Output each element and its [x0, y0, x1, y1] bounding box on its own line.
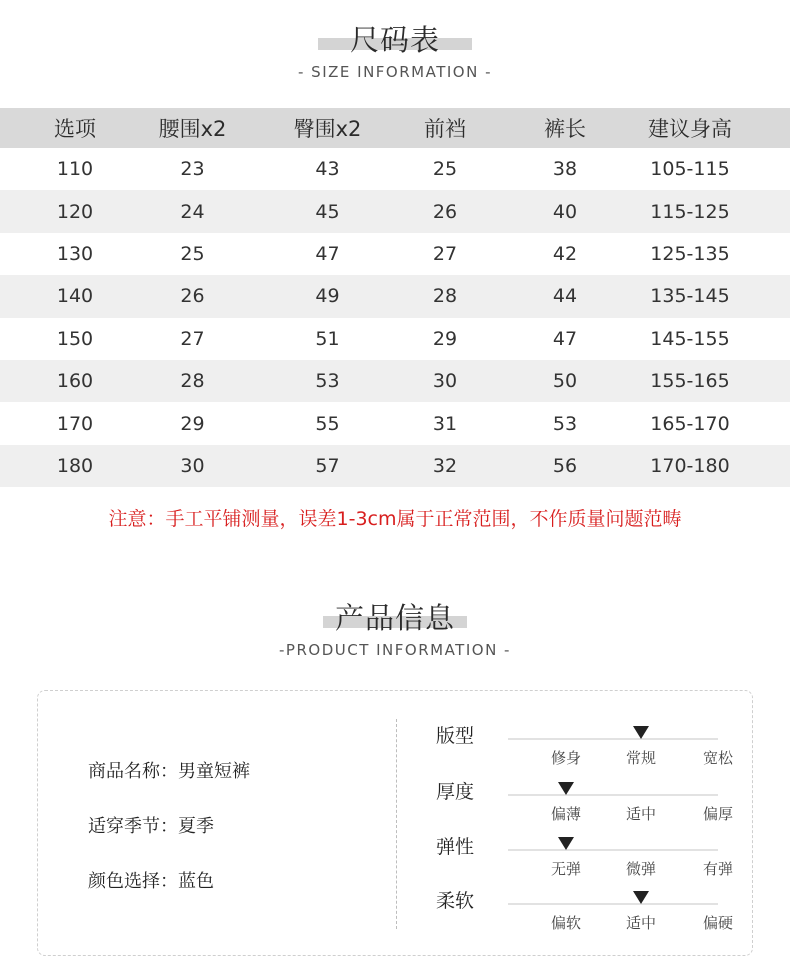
table-cell: 170-180: [650, 454, 730, 477]
table-cell: 130: [56, 242, 94, 265]
table-cell: 32: [432, 454, 458, 477]
table-cell: 45: [315, 200, 340, 223]
table-cell: 43: [315, 158, 340, 181]
scale-pointer-icon: [633, 726, 649, 739]
table-row: [0, 190, 790, 232]
table-cell: 27: [180, 327, 205, 350]
table-cell: 115-125: [650, 200, 730, 223]
table-row: [0, 402, 790, 444]
table-cell: 31: [432, 412, 458, 435]
table-cell: 160: [56, 370, 94, 393]
table-cell: 53: [315, 370, 340, 393]
size-table: [0, 108, 790, 487]
table-cell: 24: [180, 200, 205, 223]
table-row: [0, 445, 790, 487]
scale-option: 无弹: [550, 860, 581, 878]
scale-option: 宽松: [702, 749, 733, 767]
scale-pointer-icon: [558, 782, 574, 795]
table-cell: 25: [180, 242, 205, 265]
product-name: 商品名称：男童短裤: [88, 761, 250, 782]
table-cell: 42: [552, 242, 578, 265]
table-cell: 23: [180, 158, 205, 181]
product-section-header: [0, 596, 790, 659]
table-cell: 30: [180, 454, 205, 477]
size-section-subtitle: - SIZE INFORMATION -: [298, 63, 492, 81]
attribute-scale: [436, 777, 736, 827]
scale-option: 偏硬: [702, 914, 733, 932]
table-cell: 29: [180, 412, 205, 435]
size-section-title: 尺码表: [349, 23, 440, 57]
scale-option: 偏厚: [702, 805, 733, 823]
table-cell: 105-115: [650, 158, 730, 181]
table-cell: 30: [432, 370, 458, 393]
scale-option: 适中: [625, 914, 656, 932]
table-cell: 47: [552, 327, 578, 350]
scale-option: 偏薄: [550, 805, 581, 823]
table-cell: 140: [56, 285, 94, 308]
scale-line: [508, 849, 718, 851]
table-cell: 26: [180, 285, 205, 308]
table-cell: 29: [432, 327, 458, 350]
measurement-note: 注意：手工平铺测量，误差1-3cm属于正常范围，不作质量问题范畴: [108, 508, 682, 530]
scale-line: [508, 738, 718, 740]
product-color: 颜色选择：蓝色: [88, 871, 214, 892]
table-cell: 170: [56, 412, 94, 435]
table-cell: 120: [56, 200, 94, 223]
table-cell: 55: [315, 412, 340, 435]
table-cell: 155-165: [650, 370, 730, 393]
table-cell: 56: [552, 454, 578, 477]
table-cell: 28: [180, 370, 205, 393]
product-section-title: 产品信息: [334, 601, 455, 635]
table-cell: 165-170: [650, 412, 730, 435]
table-cell: 135-145: [650, 285, 730, 308]
attribute-scale: [436, 832, 736, 882]
attribute-scale: [436, 886, 736, 936]
scale-line: [508, 903, 718, 905]
info-divider: [396, 719, 397, 929]
product-section-subtitle: -PRODUCT INFORMATION -: [279, 641, 511, 659]
header-cell: 裤长: [544, 117, 586, 141]
table-row: [0, 360, 790, 402]
scale-option: 有弹: [702, 860, 733, 878]
table-cell: 150: [56, 327, 94, 350]
attribute-scale: [436, 721, 736, 771]
table-cell: 27: [432, 242, 458, 265]
table-cell: 180: [56, 454, 94, 477]
table-cell: 110: [56, 158, 94, 181]
header-cell: 臀围x2: [293, 117, 362, 141]
table-cell: 50: [552, 370, 578, 393]
table-cell: 57: [315, 454, 340, 477]
size-table-body: [0, 148, 790, 487]
attribute-label: 厚度: [436, 781, 475, 803]
scale-option: 常规: [625, 749, 656, 767]
table-row: [0, 148, 790, 190]
scale-pointer-icon: [633, 891, 649, 904]
scale-option: 修身: [550, 749, 581, 767]
size-table-header: [0, 108, 790, 148]
table-cell: 40: [552, 200, 578, 223]
scale-option: 偏软: [550, 914, 581, 932]
header-cell: 建议身高: [648, 117, 732, 141]
table-cell: 125-135: [650, 242, 730, 265]
table-cell: 51: [315, 327, 340, 350]
table-cell: 53: [552, 412, 578, 435]
attribute-label: 版型: [436, 725, 475, 747]
scale-pointer-icon: [558, 837, 574, 850]
table-cell: 25: [432, 158, 458, 181]
table-row: [0, 318, 790, 360]
table-row: [0, 233, 790, 275]
header-cell: 选项: [54, 117, 96, 141]
table-cell: 49: [315, 285, 340, 308]
product-season: 适穿季节：夏季: [88, 816, 214, 837]
table-cell: 145-155: [650, 327, 730, 350]
attribute-label: 弹性: [436, 836, 475, 858]
table-cell: 44: [552, 285, 578, 308]
table-cell: 47: [315, 242, 340, 265]
scale-option: 微弹: [625, 860, 656, 878]
scale-line: [508, 794, 718, 796]
table-cell: 38: [552, 158, 578, 181]
table-cell: 28: [432, 285, 458, 308]
header-cell: 前裆: [424, 117, 466, 141]
table-cell: 26: [432, 200, 458, 223]
size-section-header: [0, 18, 790, 81]
table-row: [0, 275, 790, 317]
attribute-label: 柔软: [436, 890, 475, 912]
header-cell: 腰围x2: [158, 117, 227, 141]
product-info-box: [37, 690, 753, 956]
scale-option: 适中: [625, 805, 656, 823]
